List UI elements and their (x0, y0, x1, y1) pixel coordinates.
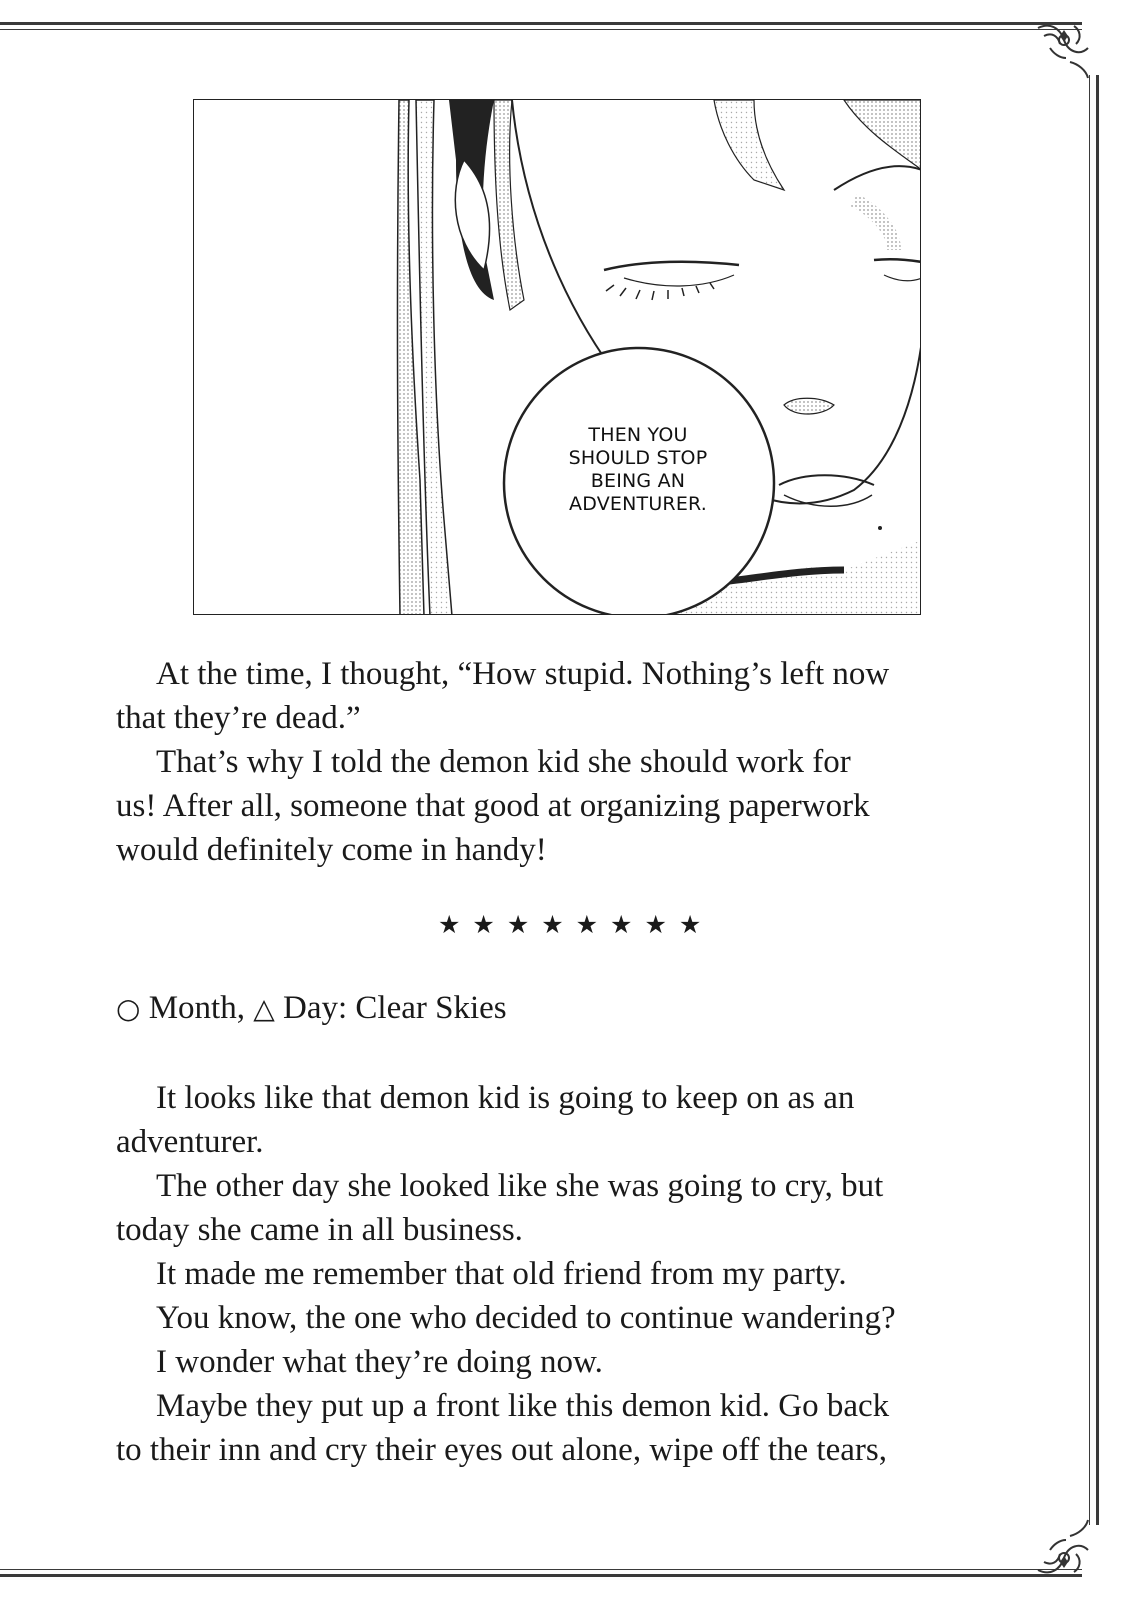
manga-panel (193, 99, 921, 615)
paragraph-8-line: to their inn and cry their eyes out alone, wipe off the tears, (116, 1432, 887, 1468)
paragraph-3-line: adventurer. (116, 1124, 264, 1160)
bangs-right (844, 100, 921, 170)
speech-line: THEN YOU (588, 424, 688, 446)
closed-eye-right (874, 259, 921, 262)
diary-entry-heading (116, 988, 507, 1029)
eyelid-left (624, 275, 734, 286)
frame-right-border (1096, 75, 1099, 1525)
paragraph-8-line: Maybe they put up a front like this demon kid. Go back (156, 1388, 890, 1424)
closed-eye-left (604, 262, 739, 270)
paragraph-6-line: You know, the one who decided to continue wandering? (156, 1300, 896, 1336)
corner-ornament-top-icon (1030, 18, 1094, 82)
circle-symbol: ○ (116, 992, 141, 1025)
speech-line: ADVENTURER. (569, 493, 707, 515)
paragraph-2-line: would definitely come in handy! (116, 832, 547, 868)
upper-lip (779, 475, 874, 485)
brow-right (834, 166, 921, 190)
frame-bottom-border-inner (0, 1569, 1082, 1570)
nose (784, 398, 834, 414)
frame-bottom-border (0, 1574, 1082, 1577)
ear-shape (455, 160, 489, 270)
paragraph-2-line: That’s why I told the demon kid she should work for (156, 744, 851, 780)
bangs-left (714, 100, 784, 190)
frame-top-border-inner (0, 29, 1082, 30)
paragraph-1-line: At the time, I thought, “How stupid. Nothing’s left now (156, 656, 890, 692)
speech-bubble-text (538, 424, 738, 516)
paragraph-1-line: that they’re dead.” (116, 700, 361, 736)
frame-right-border-inner (1089, 75, 1090, 1525)
eyelid-right (884, 275, 921, 281)
section-separator: ★★★★★★★★ (438, 910, 714, 939)
paragraph-2-line: us! After all, someone that good at organizing paperwork (116, 788, 870, 824)
hair-strand-right (494, 100, 524, 310)
paragraph-3-line: It looks like that demon kid is going to keep on as an (156, 1080, 855, 1116)
frame-top-border (0, 22, 1082, 25)
day-label: Day: Clear Skies (283, 990, 507, 1026)
cheek-shade (854, 200, 894, 250)
paragraph-4-line: The other day she looked like she was going to cry, but (156, 1168, 884, 1204)
speech-line: BEING AN (590, 470, 686, 492)
paragraph-5-line: It made me remember that old friend from my party. (156, 1256, 847, 1292)
manga-illustration (194, 100, 921, 615)
month-label: Month, (148, 990, 245, 1026)
paragraph-7-line: I wonder what they’re doing now. (156, 1344, 603, 1380)
corner-ornament-bottom-icon (1030, 1516, 1094, 1580)
speech-line: SHOULD STOP (568, 447, 708, 469)
paragraph-4-line: today she came in all business. (116, 1212, 523, 1248)
triangle-symbol: △ (253, 992, 275, 1025)
mole (878, 526, 882, 530)
